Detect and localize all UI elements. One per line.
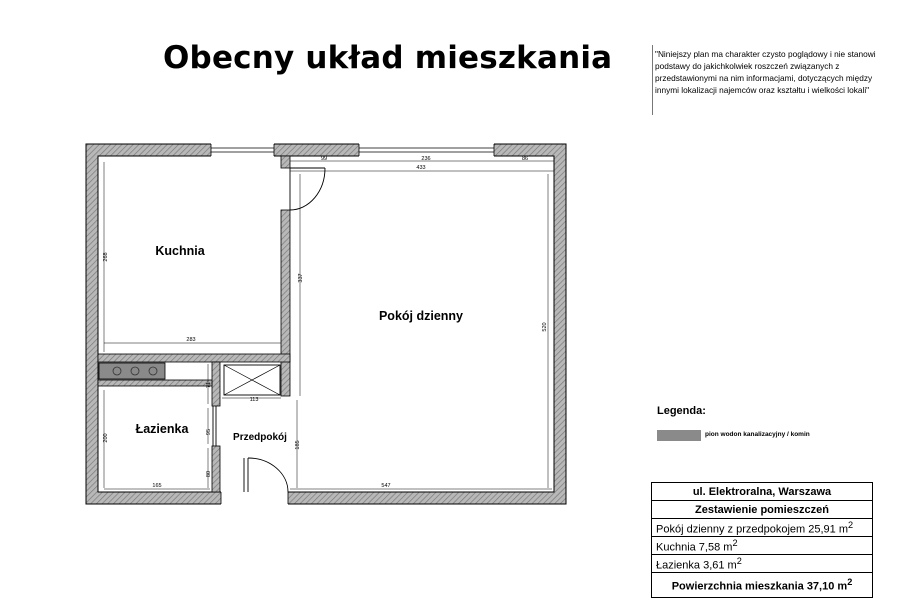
summary-kitchen: Kuchnia 7,58 m: [656, 541, 733, 554]
summary-heading-row: [652, 501, 873, 519]
summary-total-row: [652, 573, 873, 598]
legend-riser-label: pion wodon kanalizacyjny / komin: [705, 431, 810, 438]
dimension-lines: [104, 161, 554, 489]
dim-200: 200: [103, 433, 109, 443]
room-summary-table: [651, 482, 873, 598]
utility-riser-bathroom: [99, 363, 165, 379]
summary-bathroom-sup: 2: [736, 555, 742, 566]
summary-living-sup: 2: [848, 519, 854, 530]
window-living: [359, 143, 494, 157]
summary-kitchen-sup: 2: [732, 537, 738, 548]
page-title: Obecny układ mieszkania: [163, 40, 613, 76]
dim-547: 547: [381, 483, 391, 489]
summary-bathroom: Łazienka 3,61 m: [656, 559, 737, 572]
room-label-hall: Przedpokój: [233, 432, 287, 443]
dim-337: 337: [298, 273, 304, 283]
summary-living: Pokój dzienny z przedpokojem 25,91 m: [656, 523, 848, 536]
dim-165: 165: [152, 483, 162, 489]
summary-address-row: [652, 483, 873, 501]
exterior-walls: [86, 144, 566, 504]
dim-71: 71: [206, 381, 212, 389]
dim-95: 95: [206, 428, 212, 436]
legend-title: Legenda:: [657, 405, 706, 417]
window-kitchen: [211, 143, 274, 157]
dim-520: 520: [542, 322, 548, 332]
summary-row-bathroom: [652, 555, 873, 573]
dim-268: 268: [103, 252, 109, 262]
legend-riser-swatch: [657, 430, 701, 441]
door-entrance: [244, 458, 288, 492]
dim-283: 283: [186, 337, 196, 343]
summary-total-sup: 2: [847, 577, 853, 588]
dim-113: 113: [249, 397, 259, 403]
summary-heading: Zestawienie pomieszczeń: [652, 501, 873, 519]
dimension-labels: [103, 156, 548, 489]
door-bathroom: [213, 406, 216, 446]
dim-433: 433: [416, 165, 426, 171]
entrance-gap: [221, 491, 288, 505]
summary-row-living: [652, 519, 873, 537]
dim-185: 185: [295, 440, 301, 450]
dim-236: 236: [421, 156, 431, 162]
summary-row-kitchen: [652, 537, 873, 555]
hall-wardrobe: [224, 365, 280, 395]
dim-80: 80: [206, 470, 212, 478]
disclaimer-text: "Niniejszy plan ma charakter czysto poglądowy i nie stanowi podstawy do jakichkolwiek roszczeń związanych z przedstawionymi na nim informacjami, dotyczących między innymi lokalizacji najemców oraz kształtu i wielkości lokali": [655, 49, 876, 95]
room-label-living: Pokój dzienny: [378, 309, 464, 323]
summary-address: ul. Elektroralna, Warszawa: [652, 483, 873, 501]
room-label-bathroom: Łazienka: [135, 422, 189, 436]
dim-86: 86: [521, 156, 529, 162]
door-kitchen-living: [290, 168, 325, 210]
dim-99: 99: [320, 156, 328, 162]
summary-total: Powierzchnia mieszkania 37,10 m: [671, 580, 848, 593]
room-label-kitchen: Kuchnia: [155, 244, 205, 258]
